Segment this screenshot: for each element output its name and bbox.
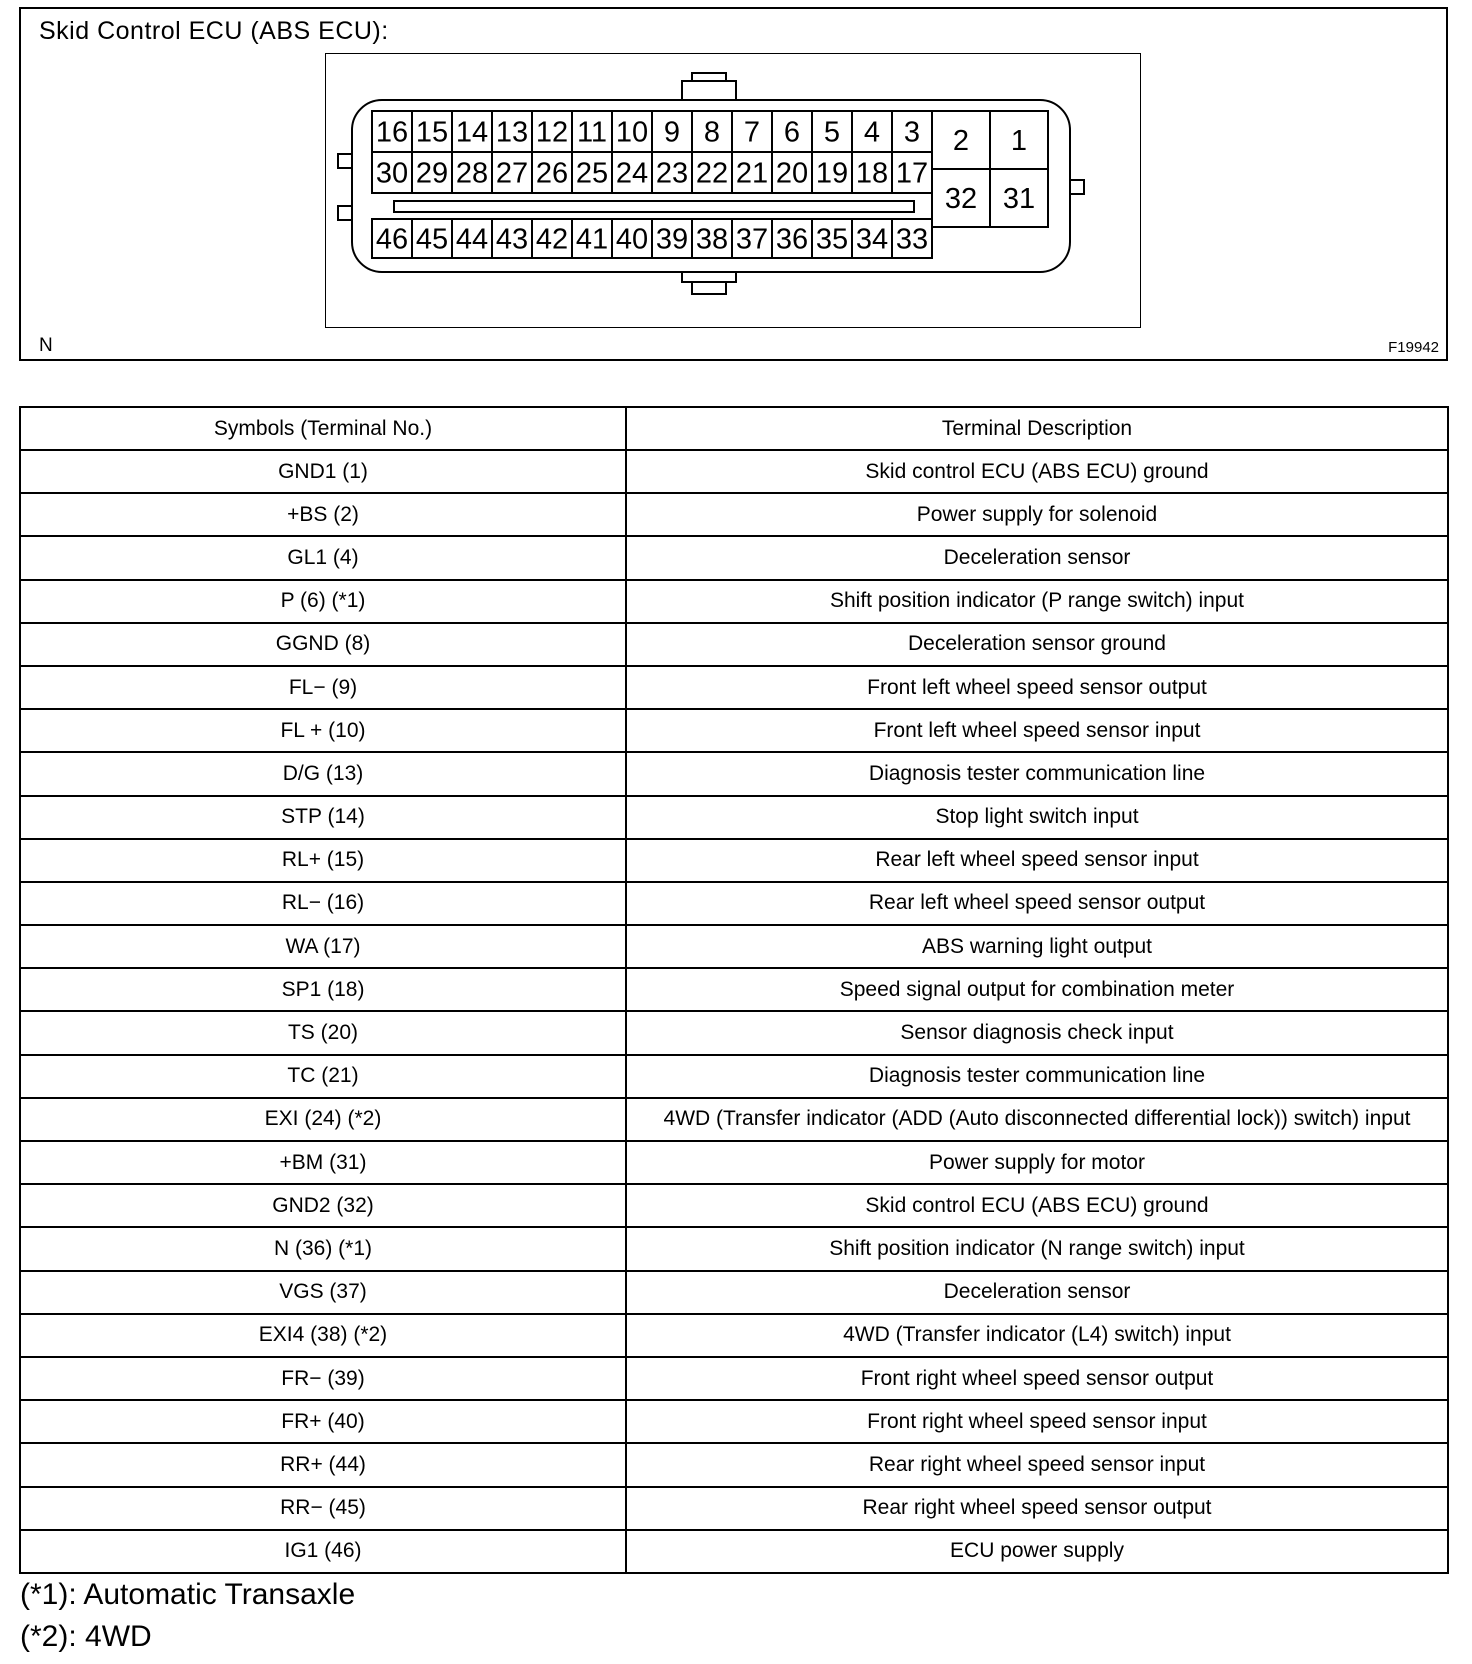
pin-label: 9 bbox=[663, 116, 681, 149]
pin-label: 27 bbox=[495, 157, 529, 190]
terminal-description: Deceleration sensor ground bbox=[626, 623, 1448, 666]
pin-label: 16 bbox=[375, 116, 409, 149]
pin-label: 46 bbox=[375, 223, 409, 256]
ecu-connector-diagram bbox=[326, 54, 1142, 329]
terminal-description: Shift position indicator (P range switch) input bbox=[626, 580, 1448, 623]
pin-label: 24 bbox=[615, 157, 649, 190]
terminal-description: Skid control ECU (ABS ECU) ground bbox=[626, 450, 1448, 493]
terminal-symbol: STP (14) bbox=[20, 796, 626, 839]
key-slot bbox=[394, 201, 914, 212]
left-tab-upper bbox=[338, 154, 352, 168]
pin-label: 17 bbox=[895, 157, 929, 190]
terminal-symbol: GND1 (1) bbox=[20, 450, 626, 493]
pin-label: 3 bbox=[903, 116, 921, 149]
terminal-symbol: RL− (16) bbox=[20, 882, 626, 925]
pin-label: 34 bbox=[855, 223, 889, 256]
pin-label: 41 bbox=[575, 223, 609, 256]
table-row bbox=[20, 752, 1448, 795]
table-row bbox=[20, 1314, 1448, 1357]
terminal-description: Rear right wheel speed sensor input bbox=[626, 1443, 1448, 1486]
table-row bbox=[20, 1055, 1448, 1098]
table-row bbox=[20, 968, 1448, 1011]
pin-label: 33 bbox=[895, 223, 929, 256]
terminal-description: Power supply for solenoid bbox=[626, 493, 1448, 536]
pin-label: 23 bbox=[655, 157, 689, 190]
terminal-symbol: P (6) (*1) bbox=[20, 580, 626, 623]
pin-label: 26 bbox=[535, 157, 569, 190]
table-row bbox=[20, 709, 1448, 752]
pin-label: 6 bbox=[783, 116, 801, 149]
pin-label: 28 bbox=[455, 157, 489, 190]
pin-label: 38 bbox=[695, 223, 729, 256]
footnote-automatic-transaxle: (*1): Automatic Transaxle bbox=[20, 1578, 356, 1611]
pin-label: 15 bbox=[415, 116, 449, 149]
terminal-symbol: EXI4 (38) (*2) bbox=[20, 1314, 626, 1357]
power-pin-label: 32 bbox=[944, 183, 978, 215]
terminal-symbol: FR+ (40) bbox=[20, 1400, 626, 1443]
header-symbols: Symbols (Terminal No.) bbox=[20, 407, 626, 450]
terminal-symbol: D/G (13) bbox=[20, 752, 626, 795]
pin-label: 37 bbox=[735, 223, 769, 256]
left-tab-lower bbox=[338, 206, 352, 220]
corner-label: N bbox=[39, 335, 53, 356]
terminal-symbol: TS (20) bbox=[20, 1011, 626, 1054]
table-row bbox=[20, 580, 1448, 623]
terminal-symbol: GGND (8) bbox=[20, 623, 626, 666]
terminal-description: ECU power supply bbox=[626, 1530, 1448, 1573]
pin-label: 36 bbox=[775, 223, 809, 256]
table-row bbox=[20, 1011, 1448, 1054]
pin-label: 42 bbox=[535, 223, 569, 256]
table-row bbox=[20, 1098, 1448, 1141]
table-row bbox=[20, 1530, 1448, 1573]
terminal-symbol: IG1 (46) bbox=[20, 1530, 626, 1573]
pin-label: 44 bbox=[455, 223, 489, 256]
terminal-description: Sensor diagnosis check input bbox=[626, 1011, 1448, 1054]
table-row bbox=[20, 666, 1448, 709]
terminal-symbol: FR− (39) bbox=[20, 1357, 626, 1400]
pin-label: 10 bbox=[615, 116, 649, 149]
table-row bbox=[20, 925, 1448, 968]
terminal-symbol: RR− (45) bbox=[20, 1487, 626, 1530]
pin-label: 30 bbox=[375, 157, 409, 190]
pin-label: 13 bbox=[495, 116, 529, 149]
terminal-description: Front right wheel speed sensor input bbox=[626, 1400, 1448, 1443]
pin-label: 14 bbox=[455, 116, 489, 149]
pin-label: 20 bbox=[775, 157, 809, 190]
table-row bbox=[20, 839, 1448, 882]
pin-label: 21 bbox=[735, 157, 769, 190]
terminal-symbol: EXI (24) (*2) bbox=[20, 1098, 626, 1141]
terminal-description: Rear left wheel speed sensor input bbox=[626, 839, 1448, 882]
terminal-symbol: FL + (10) bbox=[20, 709, 626, 752]
terminal-description: Rear left wheel speed sensor output bbox=[626, 882, 1448, 925]
terminal-description: Front left wheel speed sensor input bbox=[626, 709, 1448, 752]
table-row bbox=[20, 1271, 1448, 1314]
terminal-symbol: RL+ (15) bbox=[20, 839, 626, 882]
terminal-description: Front right wheel speed sensor output bbox=[626, 1357, 1448, 1400]
terminal-description: Diagnosis tester communication line bbox=[626, 1055, 1448, 1098]
pin-label: 19 bbox=[815, 157, 849, 190]
pin-label: 8 bbox=[703, 116, 721, 149]
table-row bbox=[20, 536, 1448, 579]
terminal-description: ABS warning light output bbox=[626, 925, 1448, 968]
terminal-description: Shift position indicator (N range switch) input bbox=[626, 1227, 1448, 1270]
table-row bbox=[20, 1227, 1448, 1270]
terminal-description: Stop light switch input bbox=[626, 796, 1448, 839]
table-row bbox=[20, 1443, 1448, 1486]
pin-label: 29 bbox=[415, 157, 449, 190]
figure-code: F19942 bbox=[1388, 339, 1439, 356]
terminal-description: Front left wheel speed sensor output bbox=[626, 666, 1448, 709]
pin-label: 40 bbox=[615, 223, 649, 256]
terminal-symbol: SP1 (18) bbox=[20, 968, 626, 1011]
pin-label: 18 bbox=[855, 157, 889, 190]
terminal-description: Rear right wheel speed sensor output bbox=[626, 1487, 1448, 1530]
pin-label: 7 bbox=[743, 116, 761, 149]
terminal-symbol: TC (21) bbox=[20, 1055, 626, 1098]
table-row bbox=[20, 450, 1448, 493]
power-pin-label: 2 bbox=[952, 125, 970, 157]
terminal-symbol: GND2 (32) bbox=[20, 1184, 626, 1227]
figure-title: Skid Control ECU (ABS ECU): bbox=[39, 17, 389, 45]
terminal-symbol: VGS (37) bbox=[20, 1271, 626, 1314]
power-pin-label: 1 bbox=[1010, 125, 1028, 157]
terminal-description: Deceleration sensor bbox=[626, 536, 1448, 579]
terminal-description: Diagnosis tester communication line bbox=[626, 752, 1448, 795]
right-tab bbox=[1070, 180, 1084, 194]
bottom-latch bbox=[692, 282, 726, 294]
pin-label: 45 bbox=[415, 223, 449, 256]
table-row bbox=[20, 1487, 1448, 1530]
connector-figure bbox=[19, 7, 1448, 361]
table-row bbox=[20, 1184, 1448, 1227]
top-latch-base bbox=[682, 81, 736, 100]
bottom-latch-base bbox=[682, 272, 736, 282]
terminal-description: Power supply for motor bbox=[626, 1141, 1448, 1184]
terminal-description: 4WD (Transfer indicator (ADD (Auto disconnected differential lock)) switch) input bbox=[626, 1098, 1448, 1141]
pin-label: 12 bbox=[535, 116, 569, 149]
terminal-symbol: RR+ (44) bbox=[20, 1443, 626, 1486]
terminal-description: Skid control ECU (ABS ECU) ground bbox=[626, 1184, 1448, 1227]
connector-frame bbox=[325, 53, 1141, 328]
table-row bbox=[20, 1141, 1448, 1184]
pin-label: 22 bbox=[695, 157, 729, 190]
terminal-symbol: FL− (9) bbox=[20, 666, 626, 709]
top-latch bbox=[692, 73, 726, 81]
terminal-symbol: +BM (31) bbox=[20, 1141, 626, 1184]
table-row bbox=[20, 493, 1448, 536]
terminal-description: Deceleration sensor bbox=[626, 1271, 1448, 1314]
terminal-description: Speed signal output for combination meter bbox=[626, 968, 1448, 1011]
terminal-description: 4WD (Transfer indicator (L4) switch) input bbox=[626, 1314, 1448, 1357]
pin-label: 5 bbox=[823, 116, 841, 149]
power-pin-label: 31 bbox=[1002, 183, 1036, 215]
table-row bbox=[20, 623, 1448, 666]
table-row bbox=[20, 1400, 1448, 1443]
terminal-table bbox=[19, 406, 1449, 1574]
terminal-symbol: WA (17) bbox=[20, 925, 626, 968]
pin-label: 35 bbox=[815, 223, 849, 256]
terminal-symbol: +BS (2) bbox=[20, 493, 626, 536]
terminal-symbol: N (36) (*1) bbox=[20, 1227, 626, 1270]
pin-label: 25 bbox=[575, 157, 609, 190]
table-row bbox=[20, 796, 1448, 839]
header-description: Terminal Description bbox=[626, 407, 1448, 450]
table-row bbox=[20, 1357, 1448, 1400]
terminal-symbol: GL1 (4) bbox=[20, 536, 626, 579]
pin-label: 39 bbox=[655, 223, 689, 256]
pin-label: 4 bbox=[863, 116, 881, 149]
footnote-4wd: (*2): 4WD bbox=[20, 1620, 152, 1653]
table-header-row bbox=[20, 407, 1448, 450]
table-row bbox=[20, 882, 1448, 925]
pin-label: 43 bbox=[495, 223, 529, 256]
pin-label: 11 bbox=[576, 116, 608, 149]
